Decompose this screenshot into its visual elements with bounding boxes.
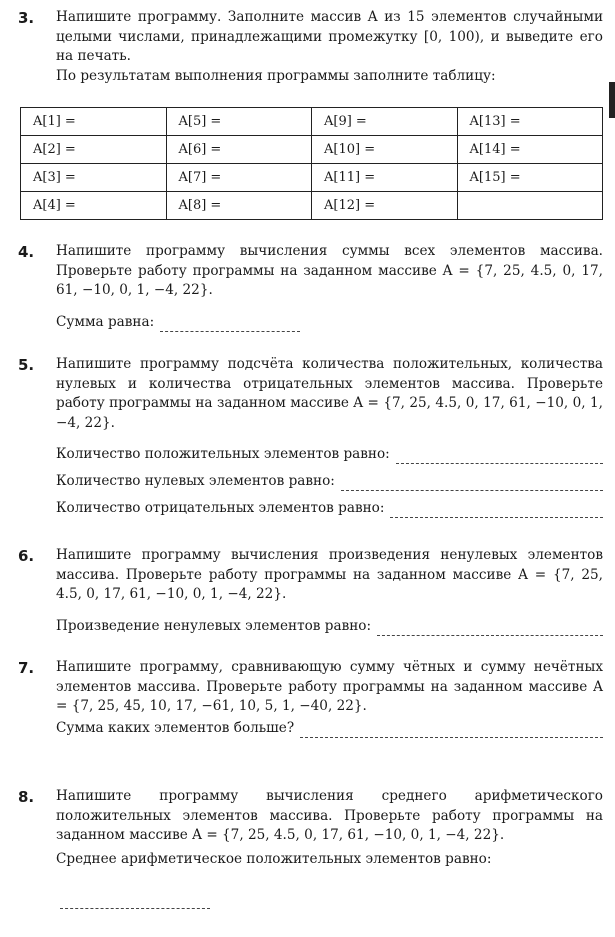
task-3: [18, 8, 603, 86]
answer-line: [56, 850, 603, 869]
table-cell[interactable]: A[11] =: [312, 164, 458, 192]
task-text: Напишите программу вычисления среднего арифметического положительных элементов массива. Проверьте работу программы на заданном массиве A = {7, 25, 4.5, 0, 17, 61, −10, 0, 1, −4, 22}.: [56, 788, 603, 843]
table-cell[interactable]: A[9] =: [312, 108, 458, 136]
table-cell[interactable]: A[5] =: [166, 108, 312, 136]
answer-blank[interactable]: [377, 623, 603, 636]
answer-line[interactable]: [56, 472, 603, 491]
task-number: 3.: [18, 9, 35, 27]
task-text: Напишите программу вычисления суммы всех элементов массива. Проверьте работу программы на заданном массиве A = {7, 25, 4.5, 0, 17, 61, −10, 0, 1, −4, 22}.: [56, 243, 603, 298]
task-8: [18, 787, 603, 869]
table-cell[interactable]: A[3] =: [21, 164, 167, 192]
task-4: [18, 242, 603, 332]
answer-label: Среднее арифметическое положительных элементов равно:: [56, 850, 492, 867]
table-row: [21, 192, 603, 220]
answer-line[interactable]: [56, 313, 603, 332]
table-cell[interactable]: A[15] =: [457, 164, 603, 192]
answer-label: Количество отрицательных элементов равно:: [56, 500, 385, 516]
table-cell[interactable]: [457, 192, 603, 220]
task-number: 8.: [18, 788, 35, 806]
task-6: [18, 546, 603, 636]
table-cell[interactable]: A[4] =: [21, 192, 167, 220]
table-cell[interactable]: A[13] =: [457, 108, 603, 136]
task-number: 6.: [18, 547, 35, 565]
answer-blank[interactable]: [160, 319, 300, 332]
table-cell[interactable]: A[10] =: [312, 136, 458, 164]
answer-label: Произведение ненулевых элементов равно:: [56, 617, 372, 634]
answer-line[interactable]: [56, 617, 603, 636]
table-cell[interactable]: A[8] =: [166, 192, 312, 220]
answer-blank[interactable]: [390, 505, 603, 518]
answer-line[interactable]: [56, 499, 603, 518]
answer-label: Количество положительных элементов равно:: [56, 446, 390, 462]
table-cell[interactable]: A[12] =: [312, 192, 458, 220]
page-edge-marker: [609, 82, 615, 118]
task-text: Напишите программу. Заполните массив A из 15 элементов случайными целыми числами, принадлежащими промежутку [0, 100), и выведите его на печать.: [56, 9, 603, 64]
table-row: [21, 164, 603, 192]
table-cell[interactable]: A[1] =: [21, 108, 167, 136]
answer-blank[interactable]: [396, 451, 603, 464]
table-cell[interactable]: A[7] =: [166, 164, 312, 192]
answer-blank[interactable]: [300, 725, 603, 738]
table-cell[interactable]: A[14] =: [457, 136, 603, 164]
task-number: 5.: [18, 356, 35, 374]
table-cell[interactable]: A[2] =: [21, 136, 167, 164]
task-text: Напишите программу, сравнивающую сумму чётных и сумму нечётных элементов массива. Проверьте работу программы на заданном массиве A = {7, 25, 45, 10, 17, −61, 10, 5, 1, −40, 22}.: [56, 659, 603, 714]
answer-label: Сумма равна:: [56, 313, 155, 330]
answer-blank[interactable]: [60, 906, 210, 909]
task-text: Напишите программу вычисления произведения ненулевых элементов массива. Проверьте работу программы на заданном массиве A = {7, 25, 4.5, 0, 17, 61, −10, 0, 1, −4, 22}.: [56, 547, 603, 602]
task-5: [18, 355, 603, 518]
task-7: [18, 658, 603, 738]
table-intro: По результатам выполнения программы заполните таблицу:: [56, 67, 496, 84]
answer-line[interactable]: [56, 445, 603, 464]
task-number: 7.: [18, 659, 35, 677]
table-cell[interactable]: A[6] =: [166, 136, 312, 164]
task-text: Напишите программу подсчёта количества положительных, количества нулевых и количества отрицательных элементов массива. Проверьте работу программы на заданном массиве A = {7, 25, 4.5, 0, 17, 61, −10, 0, 1, −4, 22}.: [56, 356, 603, 431]
table-row: [21, 108, 603, 136]
task-number: 4.: [18, 243, 35, 261]
answer-blank[interactable]: [341, 478, 603, 491]
table-row: [21, 136, 603, 164]
answer-label: Количество нулевых элементов равно:: [56, 473, 335, 489]
answer-line[interactable]: [56, 719, 603, 738]
array-values-table: [20, 107, 603, 220]
answer-label: Сумма каких элементов больше?: [56, 719, 295, 736]
